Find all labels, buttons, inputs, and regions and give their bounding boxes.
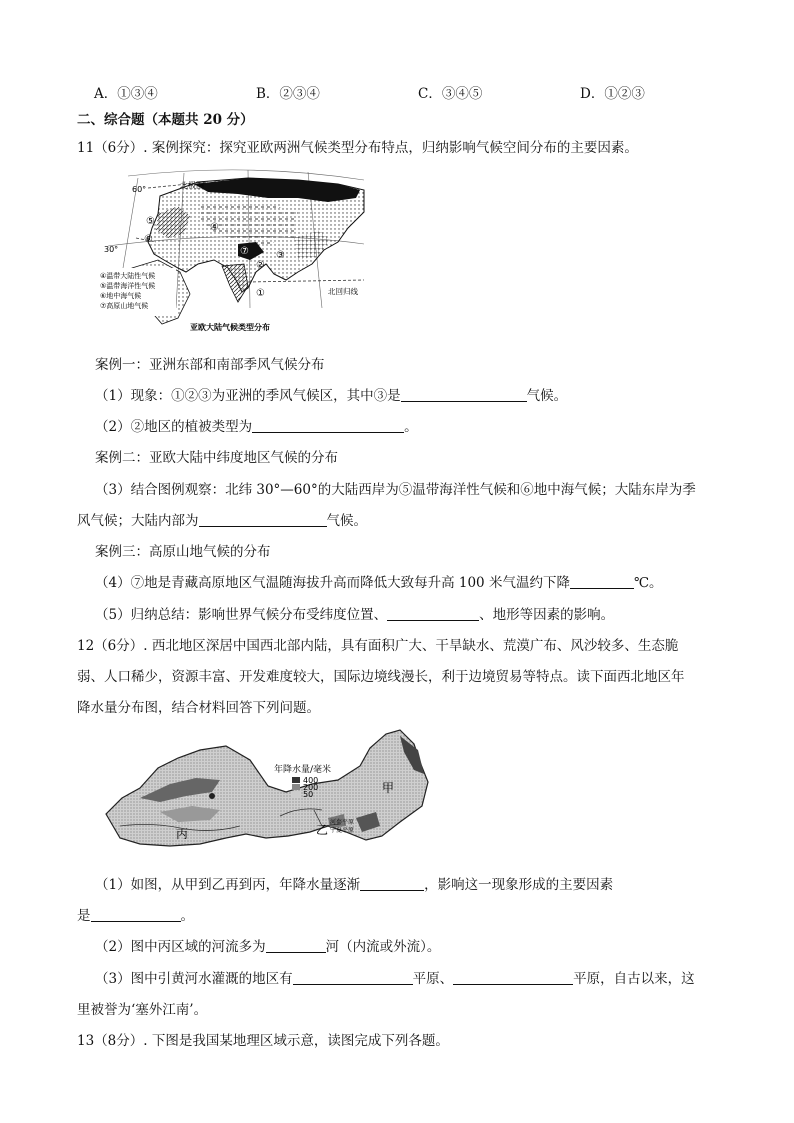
map-label-6: ⑥: [144, 234, 153, 245]
q11-blank4[interactable]: [570, 574, 634, 589]
q12-item2: （2）图中丙区域的河流多为 河（内流或外流）。: [95, 939, 441, 955]
map-label-ningxia: 宁夏平原: [330, 827, 355, 834]
precip-legend-200: 200: [303, 783, 319, 792]
q11-item2: （2）②地区的植被类型为 。: [95, 419, 418, 435]
q11-blank5[interactable]: [387, 606, 479, 621]
q13-stem: 13（8分）. 下图是我国某地理区域示意，读图完成下列各题。: [77, 1033, 449, 1049]
q12-blank3[interactable]: [266, 938, 326, 953]
option-c: C．③④⑤: [418, 86, 483, 102]
q11-blank3[interactable]: [199, 512, 327, 527]
lat30-label: 30°: [104, 245, 119, 254]
map-label-2: ②: [256, 260, 265, 271]
map-label-jia: 甲: [382, 781, 395, 795]
q11-item1: （1）现象：①②③为亚洲的季风气候区，其中③是 气候。: [95, 388, 568, 404]
eurasia-climate-map: [98, 168, 366, 336]
map-label-5: ⑤: [146, 216, 155, 227]
map-label-yi: 乙: [316, 823, 329, 837]
q11-case2-title: 案例二：亚欧大陆中纬度地区气候的分布: [95, 450, 338, 466]
option-a: A．①③④: [94, 86, 158, 102]
tropic-label: 北回归线: [328, 287, 358, 296]
map-label-4: ④: [210, 222, 219, 233]
precip-legend-50: 50: [303, 790, 314, 799]
q12-stem-line1: 12（6分）. 西北地区深居中国西北部内陆，具有面积广大、干旱缺水、荒漠广布、风沙较多、生态脆: [77, 638, 679, 654]
map-label-7: ⑦: [240, 246, 249, 257]
map-caption: 亚欧大陆气候类型分布: [190, 323, 270, 332]
legend-6: ⑥地中海气候: [100, 292, 142, 300]
map-label-bing: 丙: [176, 827, 189, 841]
q12-stem-line2: 弱、人口稀少，资源丰富、开发难度较大，国际边境线漫长，利于边境贸易等特点。读下面西北地区年: [77, 669, 685, 685]
q12-stem-line3: 降水量分布图，结合材料回答下列问题。: [77, 700, 320, 716]
q11-item4: （4）⑦地是青藏高原地区气温随海拔升高而降低大致每升高 100 米气温约下降 ℃。: [95, 575, 663, 591]
northwest-precip-map: [100, 726, 436, 856]
q12-blank1[interactable]: [360, 876, 424, 891]
q12-item1: （1）如图，从甲到乙再到丙，年降水量逐渐 ，影响这一现象形成的主要因素: [95, 877, 614, 893]
q12-blank5[interactable]: [453, 970, 573, 985]
q12-item3-line2: 里被誉为‘塞外江南’。: [77, 1002, 208, 1018]
q11-blank1[interactable]: [401, 387, 527, 402]
q12-blank4[interactable]: [293, 970, 413, 985]
q11-item3-line2: 风气候；大陆内部为 气候。: [77, 513, 367, 529]
q12-item1-cont: 是 。: [77, 908, 194, 924]
q12-item3: （3）图中引黄河水灌溉的地区有 平原、 平原，自古以来，这: [95, 971, 695, 987]
legend-5: ⑤温带海洋性气候: [100, 282, 156, 290]
q12-blank2[interactable]: [91, 907, 181, 922]
map-label-1: ①: [256, 288, 265, 299]
precip-legend-400: 400: [303, 776, 319, 785]
map-label-3: ③: [276, 250, 285, 261]
q11-blank2[interactable]: [252, 418, 404, 433]
precip-legend-title: 年降水量/毫米: [274, 765, 332, 775]
arctic-circle-label: 北极圈: [180, 181, 204, 190]
lat60-label: 60°: [132, 185, 147, 194]
q11-item5: （5）归纳总结：影响世界气候分布受纬度位置、 、地形等因素的影响。: [95, 607, 615, 623]
q11-item3-line1: （3）结合图例观察：北纬 30°—60°的大陆西岸为⑤温带海洋性气候和⑥地中海气候；大陆东岸为季: [95, 482, 696, 498]
option-b: B．②③④: [256, 86, 320, 102]
map-label-hetao: 河套平原: [330, 819, 355, 826]
q11-case3-title: 案例三：高原山地气候的分布: [95, 544, 271, 560]
section-title: 二、综合题（本题共 20 分）: [77, 112, 254, 128]
option-d: D．①②③: [580, 86, 645, 102]
legend-7: ⑦高原山地气候: [100, 302, 149, 310]
q11-case1-title: 案例一：亚洲东部和南部季风气候分布: [95, 357, 325, 373]
q11-stem: 11（6分）. 案例探究：探究亚欧两洲气候类型分布特点，归纳影响气候空间分布的主要因素。: [77, 140, 638, 156]
legend-4: ④温带大陆性气候: [100, 272, 156, 280]
